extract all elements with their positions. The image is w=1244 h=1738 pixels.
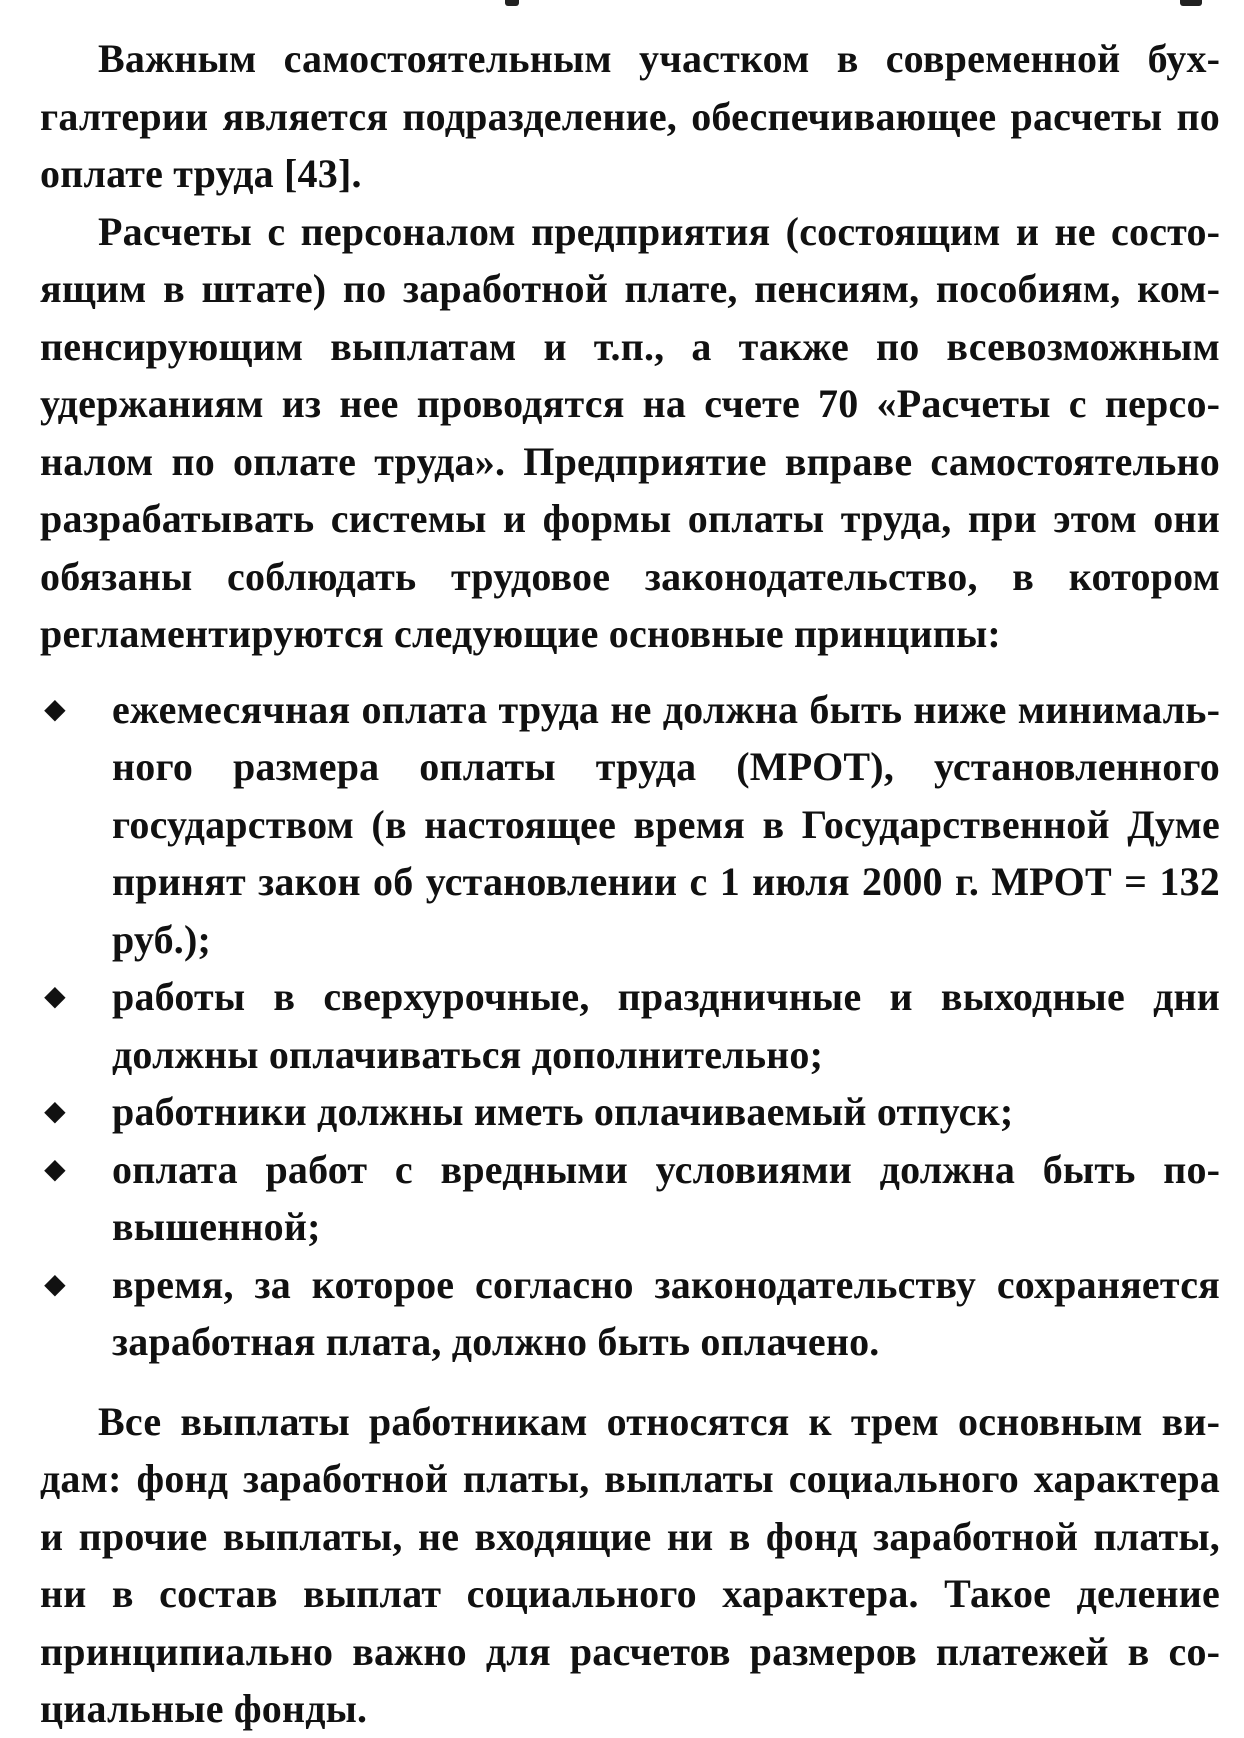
principles-list bbox=[40, 681, 1220, 1371]
diamond-bullet-icon: ◆ bbox=[44, 981, 66, 1012]
cropped-previous-line bbox=[0, 0, 1244, 6]
list-item bbox=[40, 1083, 1220, 1141]
diamond-bullet-icon: ◆ bbox=[44, 1096, 66, 1127]
list-item-text: время, за которое согласно законодательству сохраняется заработная плата, должно быть оплачено. bbox=[112, 1261, 1220, 1364]
paragraph-personnel-settlements: Расчеты с персоналом предприятия (состоящим и не состоящим в штате) по заработной плате, пенсиям, пособиям, компенсирующим выплатам и т.п., а также по всевозможным удержаниям из нее проводятся на счете 70 «Расчеты с персоналом по оплате труда». Предприятие вправе самостоятельно разрабатывать системы и формы оплаты труда, при этом они обязаны соблюдать трудовое законодательство, в котором регламентируются следующие основные принципы: bbox=[40, 208, 1220, 656]
paragraph-intro: Важным самостоятельным участком в современной бухгалтерии является подразделение, обеспечивающее расчеты по оплате труда [43]. bbox=[40, 36, 1220, 196]
list-item bbox=[40, 681, 1220, 969]
paragraph-payment-types: Все выплаты работникам относятся к трем основным видам: фонд заработной платы, выплаты социального характера и прочие выплаты, не входящие ни в фонд заработной платы, ни в состав выплат социального характера. Такое деление принципиально важно для расчетов размеров платежей в социальные фонды. bbox=[40, 1398, 1220, 1731]
list-item-text: работы в сверхурочные, праздничные и выходные дни должны оплачиваться дополнительно; bbox=[112, 974, 1220, 1077]
list-item-text: оплата работ с вредными условиями должна быть повышенной; bbox=[112, 1146, 1220, 1249]
diamond-bullet-icon: ◆ bbox=[44, 1153, 66, 1185]
list-item bbox=[40, 1141, 1220, 1256]
list-item bbox=[40, 968, 1220, 1083]
diamond-bullet-icon: ◆ bbox=[44, 693, 66, 725]
document-page bbox=[40, 30, 1220, 1738]
list-item-text: ежемесячная оплата труда не должна быть ниже минимального размера оплаты труда (МРОТ), установленного государством (в настоящее время в Государственной Думе принят закон об установлении с 1 июля 2000 г. МРОТ = 132 руб.); bbox=[112, 686, 1220, 962]
list-item bbox=[40, 1256, 1220, 1371]
diamond-bullet-icon: ◆ bbox=[44, 1268, 66, 1300]
list-item-text: работники должны иметь оплачиваемый отпуск; bbox=[112, 1089, 1014, 1134]
